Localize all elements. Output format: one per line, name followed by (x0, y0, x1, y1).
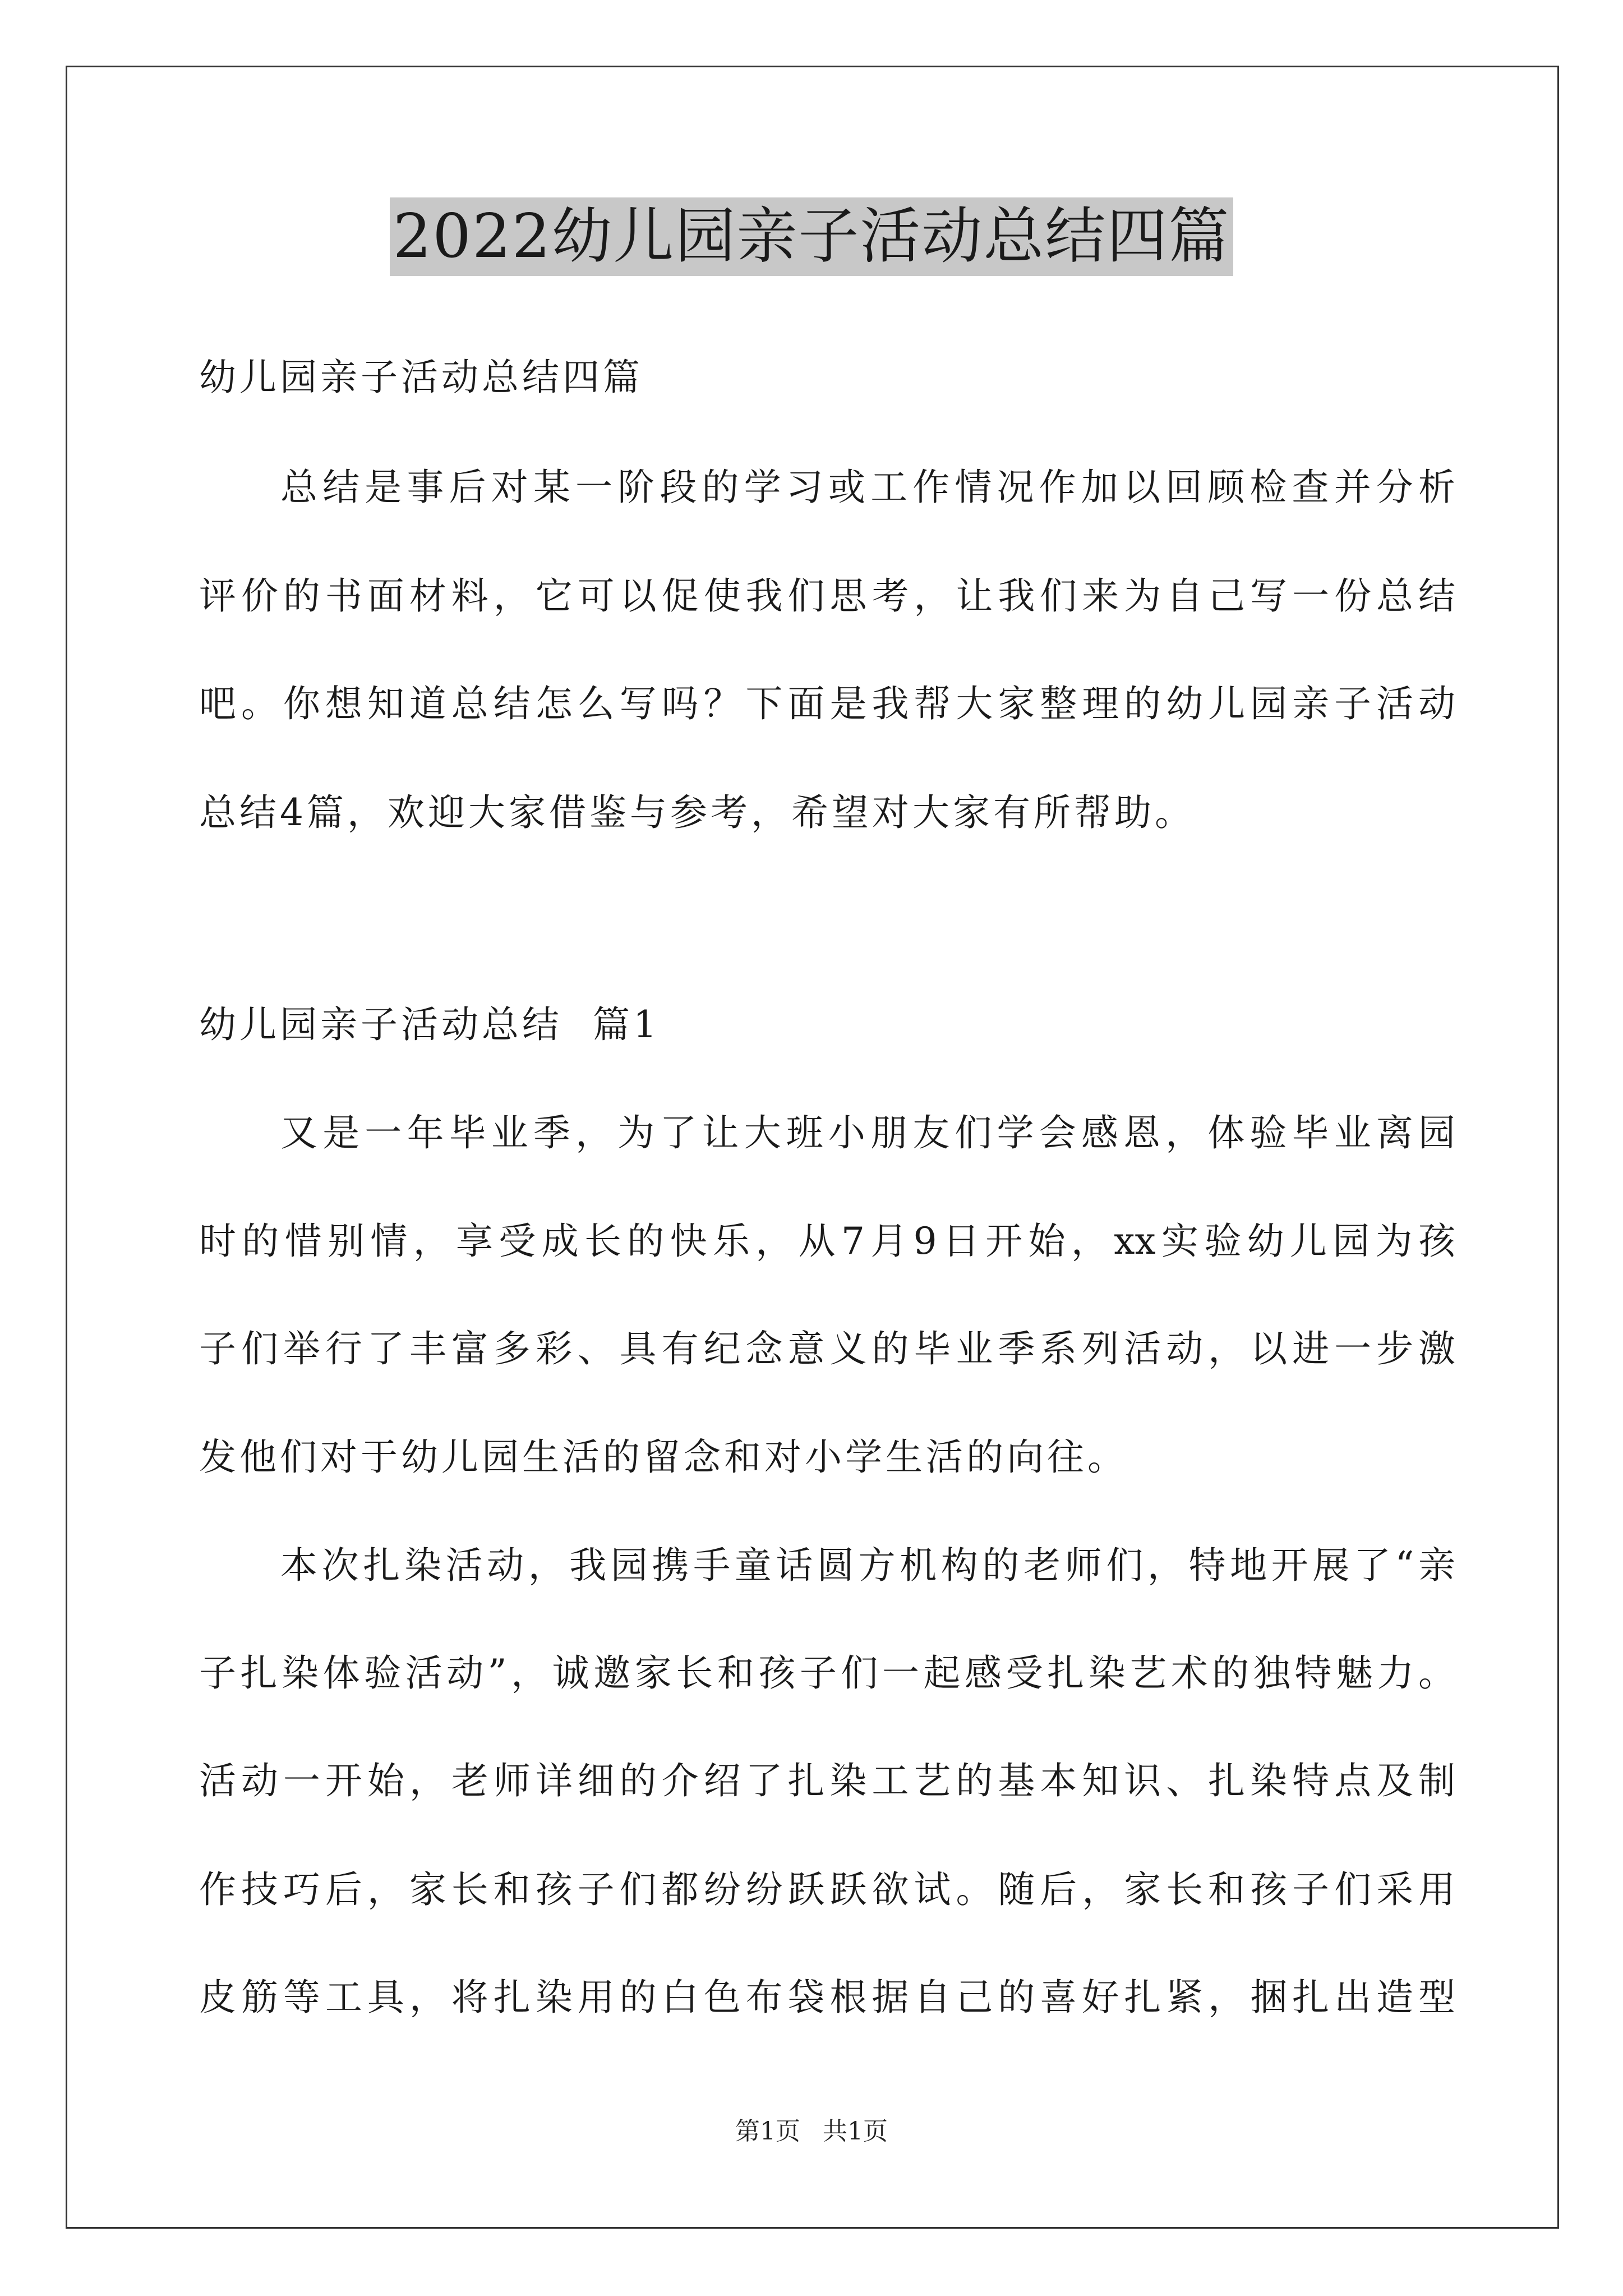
page-footer (0, 2115, 1623, 2148)
section-heading: 幼儿园亲子活动总结 篇1 (199, 1003, 660, 1046)
paragraph-line: 皮筋等工具，将扎染用的白色布袋根据自己的喜好扎紧，捆扎出造型 (199, 1976, 1455, 2019)
intro-line: 总结4篇，欢迎大家借鉴与参考，希望对大家有所帮助。 (199, 791, 1195, 834)
subtitle: 幼儿园亲子活动总结四篇 (199, 356, 643, 399)
intro-line: 总结是事后对某一阶段的学习或工作情况作加以回顾检查并分析 (280, 466, 1455, 509)
page-total: 共1页 (823, 2117, 888, 2146)
page-number: 第1页 (735, 2117, 800, 2146)
paragraph-line: 时的惜别情，享受成长的快乐，从7月9日开始，xx实验幼儿园为孩 (199, 1220, 1455, 1263)
document-title-text: 2022幼儿园亲子活动总结四篇 (390, 197, 1234, 276)
paragraph-line: 子们举行了丰富多彩、具有纪念意义的毕业季系列活动，以进一步激 (199, 1327, 1455, 1370)
paragraph-line: 作技巧后，家长和孩子们都纷纷跃跃欲试。随后，家长和孩子们采用 (199, 1868, 1455, 1911)
document-title (0, 197, 1623, 276)
intro-line: 评价的书面材料，它可以促使我们思考，让我们来为自己写一份总结 (199, 574, 1455, 618)
intro-line: 吧。你想知道总结怎么写吗？下面是我帮大家整理的幼儿园亲子活动 (199, 682, 1455, 725)
paragraph-line: 本次扎染活动，我园携手童话圆方机构的老师们，特地开展了“亲 (280, 1544, 1455, 1587)
paragraph-line: 活动一开始，老师详细的介绍了扎染工艺的基本知识、扎染特点及制 (199, 1759, 1455, 1802)
paragraph-line: 发他们对于幼儿园生活的留念和对小学生活的向往。 (199, 1435, 1128, 1479)
paragraph-line: 又是一年毕业季，为了让大班小朋友们学会感恩，体验毕业离园 (280, 1111, 1455, 1154)
paragraph-line: 子扎染体验活动”，诚邀家长和孩子们一起感受扎染艺术的独特魅力。 (199, 1651, 1455, 1695)
